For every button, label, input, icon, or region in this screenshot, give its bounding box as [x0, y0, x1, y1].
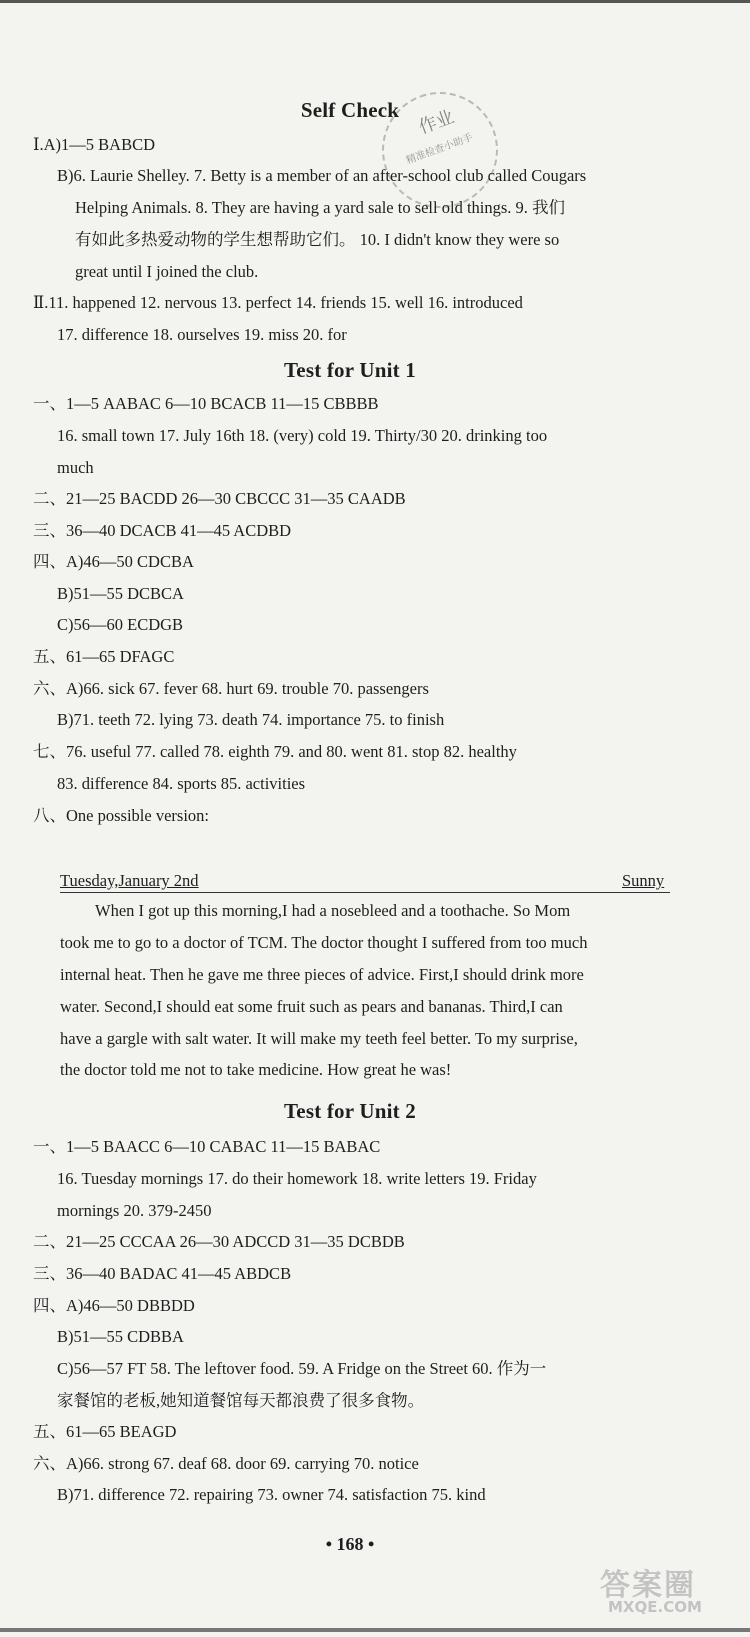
diary-weather: Sunny	[622, 871, 665, 890]
answer-line: 家餐馆的老板,她知道餐馆每天都浪费了很多食物。	[57, 1391, 425, 1410]
watermark-url: MXQE.COM	[608, 1598, 702, 1616]
answer-line: great until I joined the club.	[75, 262, 259, 281]
answer-line: B)71. difference 72. repairing 73. owner 74. satisfaction 75. kind	[57, 1485, 486, 1504]
answer-line: 四、A)46—50 DBBDD	[33, 1296, 195, 1315]
answer-line: C)56—60 ECDGB	[57, 615, 184, 634]
answer-line: 17. difference 18. ourselves 19. miss 20. for	[57, 325, 347, 344]
page-number: • 168 •	[325, 1534, 375, 1554]
answer-line: 六、A)66. strong 67. deaf 68. door 69. carrying 70. notice	[33, 1454, 419, 1473]
answer-line: B)51—55 DCBCA	[57, 584, 184, 603]
answer-line: 八、One possible version:	[33, 806, 209, 825]
unit1-title: Test for Unit 1	[284, 358, 416, 382]
stamp-subtext: 精准检查小助手	[404, 132, 475, 167]
answer-line: 一、1—5 BAACC 6—10 CABAC 11—15 BABAC	[33, 1137, 381, 1156]
answer-line: 六、A)66. sick 67. fever 68. hurt 69. trouble 70. passengers	[33, 679, 429, 698]
answer-line: mornings 20. 379-2450	[57, 1201, 212, 1220]
top-border	[0, 0, 750, 3]
answer-line: 七、76. useful 77. called 78. eighth 79. and 80. went 81. stop 82. healthy	[33, 742, 517, 761]
essay-line: took me to go to a doctor of TCM. The doctor thought I suffered from too much	[60, 933, 588, 952]
answer-line: B)51—55 CDBBA	[57, 1327, 184, 1346]
diary-rule	[60, 892, 670, 893]
answer-line: B)71. teeth 72. lying 73. death 74. importance 75. to finish	[57, 710, 445, 729]
answer-line: 二、21—25 BACDD 26—30 CBCCC 31—35 CAADB	[33, 489, 406, 508]
answer-line: 一、1—5 AABAC 6—10 BCACB 11—15 CBBBB	[33, 394, 379, 413]
watermark-text: 答案圈	[600, 1568, 696, 1603]
answer-line: 16. small town 17. July 16th 18. (very) cold 19. Thirty/30 20. drinking too	[57, 426, 548, 445]
answer-line: Helping Animals. 8. They are having a yard sale to sell old things. 9. 我们	[75, 198, 566, 217]
answer-line: much	[57, 458, 94, 477]
essay-line: the doctor told me not to take medicine. How great he was!	[60, 1060, 452, 1079]
diary-date: Tuesday,January 2nd	[60, 871, 199, 890]
watermark-logo	[600, 1560, 740, 1620]
essay-line: have a gargle with salt water. It will make my teeth feel better. To my surprise,	[60, 1029, 578, 1048]
answer-line: 三、36—40 BADAC 41—45 ABDCB	[33, 1264, 292, 1283]
answer-line: C)56—57 FT 58. The leftover food. 59. A Fridge on the Street 60. 作为一	[57, 1359, 547, 1378]
answer-line: 有如此多热爱动物的学生想帮助它们。 10. I didn't know they were so	[75, 230, 560, 249]
self-check-title: Self Check	[300, 98, 400, 122]
answer-line: 三、36—40 DCACB 41—45 ACDBD	[33, 521, 292, 540]
essay-line: When I got up this morning,I had a nosebleed and a toothache. So Mom	[95, 901, 571, 920]
answer-line: 83. difference 84. sports 85. activities	[57, 774, 306, 793]
answer-line: Ⅰ.A)1—5 BABCD	[33, 135, 156, 154]
unit2-title: Test for Unit 2	[284, 1099, 416, 1123]
bottom-border	[0, 1628, 750, 1632]
essay-line: water. Second,I should eat some fruit such as pears and bananas. Third,I can	[60, 997, 563, 1016]
essay-line: internal heat. Then he gave me three pieces of advice. First,I should drink more	[60, 965, 584, 984]
answer-line: 五、61—65 DFAGC	[33, 647, 175, 666]
answer-line: Ⅱ.11. happened 12. nervous 13. perfect 14. friends 15. well 16. introduced	[33, 293, 523, 312]
answer-line: 16. Tuesday mornings 17. do their homework 18. write letters 19. Friday	[57, 1169, 537, 1188]
answer-line: B)6. Laurie Shelley. 7. Betty is a member of an after-school club called Cougars	[57, 166, 587, 185]
answer-line: 五、61—65 BEAGD	[33, 1422, 177, 1441]
answer-line: 四、A)46—50 CDCBA	[33, 552, 194, 571]
answer-line: 二、21—25 CCCAA 26—30 ADCCD 31—35 DCBDB	[33, 1232, 405, 1251]
stamp-text: 作业	[416, 106, 458, 139]
